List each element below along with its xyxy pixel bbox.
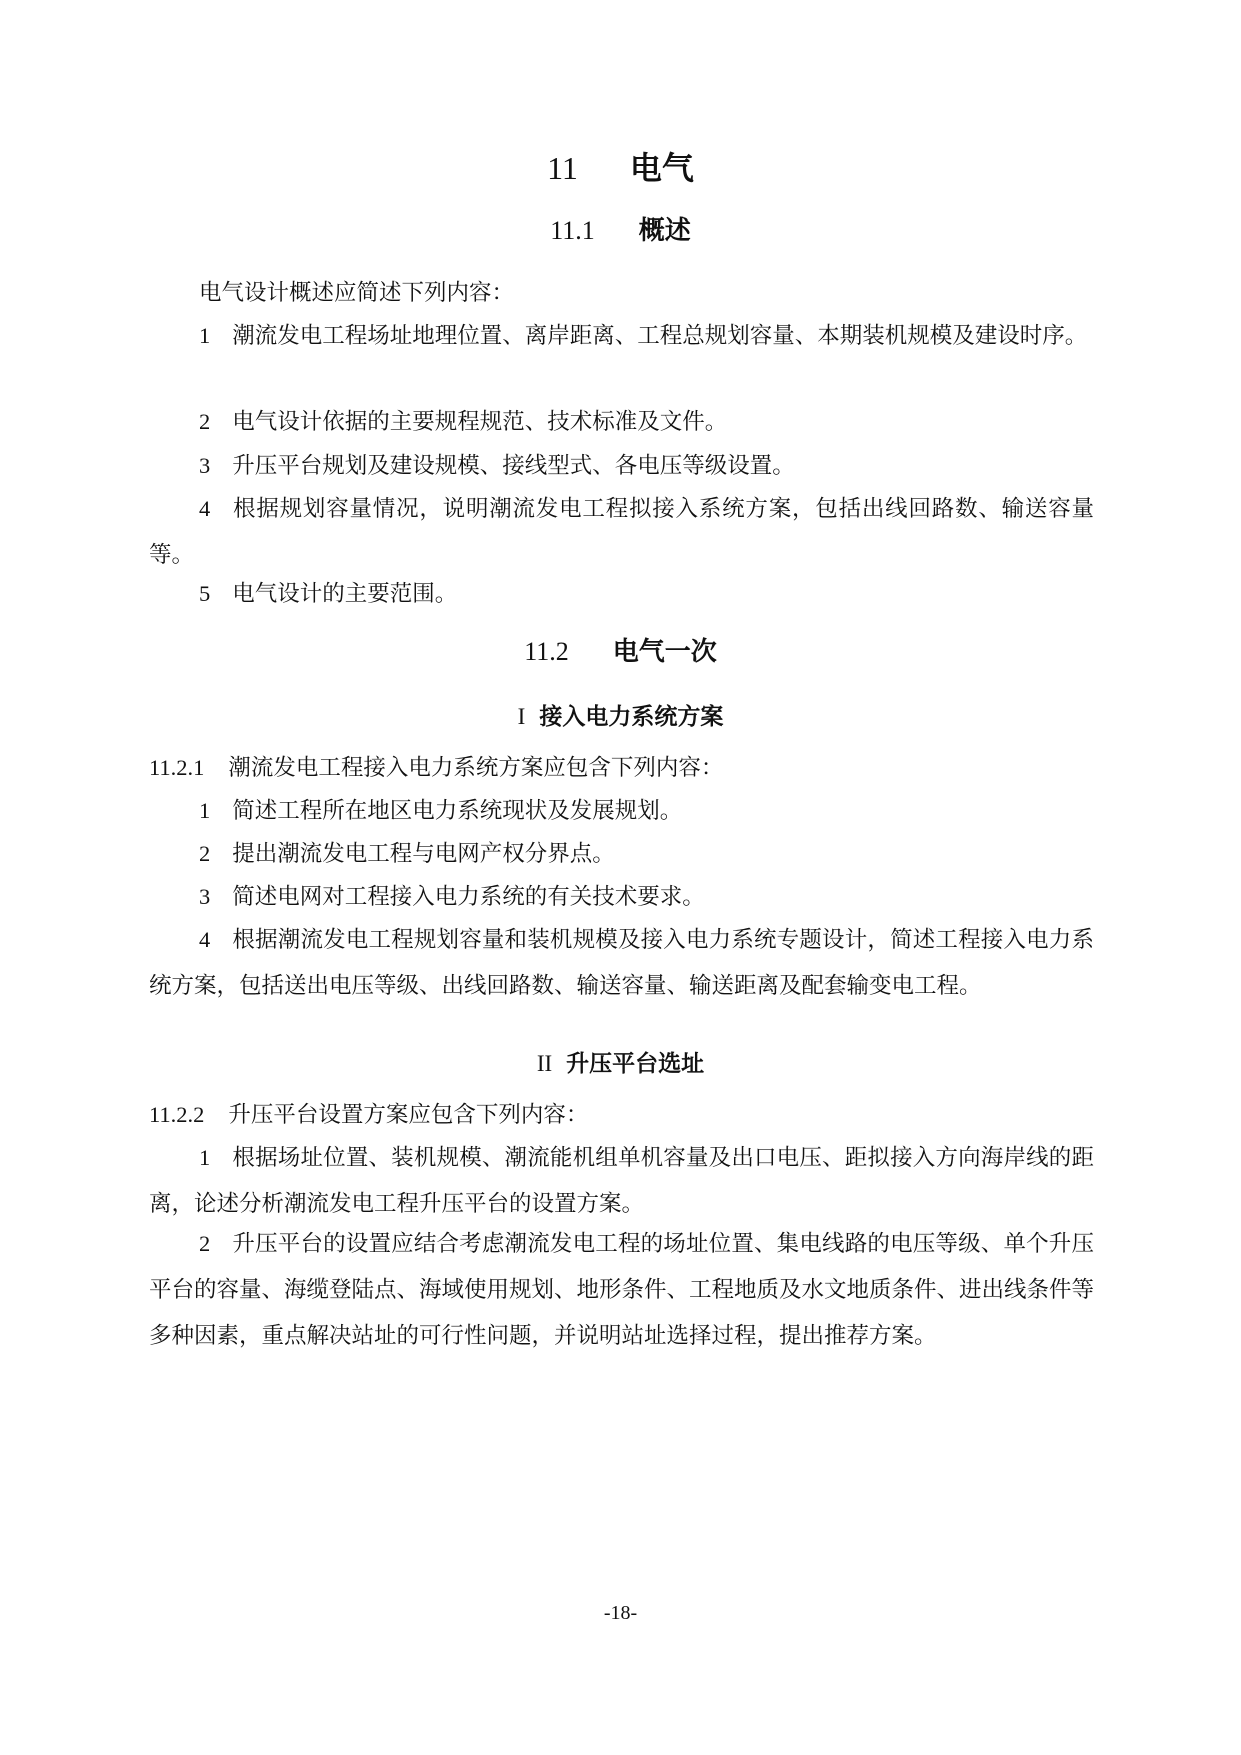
item-number: 3 <box>199 453 211 478</box>
item-number: 1 <box>199 323 211 348</box>
item-text: 提出潮流发电工程与电网产权分界点。 <box>232 841 615 867</box>
clause-number: 11.2.2 <box>149 1102 205 1127</box>
item-text: 电气设计依据的主要规程规范、技术标准及文件。 <box>232 409 728 435</box>
item-text: 根据规划容量情况，说明潮流发电工程拟接入系统方案，包括出线回路数、输送容量等。 <box>149 496 1094 568</box>
item-number: 4 <box>199 496 211 521</box>
item-number: 1 <box>199 1145 211 1170</box>
clause-text: 潮流发电工程接入电力系统方案应包含下列内容： <box>228 755 724 781</box>
list-item <box>149 486 1094 578</box>
section-title: 电气一次 <box>612 637 717 667</box>
item-text: 电气设计的主要范围。 <box>232 581 458 607</box>
item-text: 简述电网对工程接入电力系统的有关技术要求。 <box>232 884 705 910</box>
subsection-heading-ii <box>0 1048 1241 1080</box>
item-text: 升压平台规划及建设规模、接线型式、各电压等级设置。 <box>232 453 795 479</box>
list-item <box>149 1135 1094 1227</box>
item-number: 3 <box>199 884 211 909</box>
section-heading-11-1 <box>0 214 1241 248</box>
section-number: 11.1 <box>550 216 595 245</box>
list-item <box>149 399 1094 445</box>
item-number: 2 <box>199 1231 211 1256</box>
item-text: 简述工程所在地区电力系统现状及发展规划。 <box>232 798 683 824</box>
section-intro: 电气设计概述应简述下列内容： <box>199 280 515 306</box>
item-number: 5 <box>199 581 211 606</box>
subsection-roman: I <box>517 704 526 729</box>
chapter-title-text: 电气 <box>629 149 694 187</box>
list-item <box>149 874 1094 920</box>
item-text: 根据潮流发电工程规划容量和装机规模及接入电力系统专题设计，简述工程接入电力系统方案，包括送出电压等级、出线回路数、输送容量、输送距离及配套输变电工程。 <box>149 927 1094 999</box>
clause-text: 升压平台设置方案应包含下列内容： <box>228 1102 589 1128</box>
clause-11-2-2 <box>149 1092 1094 1138</box>
item-number: 2 <box>199 841 211 866</box>
list-item <box>149 313 1094 359</box>
section-heading-11-2 <box>0 635 1241 669</box>
list-item <box>149 831 1094 877</box>
clause-number: 11.2.1 <box>149 755 205 780</box>
item-text: 潮流发电工程场址地理位置、离岸距离、工程总规划容量、本期装机规模及建设时序。 <box>232 323 1088 349</box>
section-number: 11.2 <box>524 637 569 666</box>
clause-11-2-1 <box>149 745 1094 791</box>
list-item <box>149 443 1094 489</box>
list-item <box>149 571 1094 617</box>
item-number: 4 <box>199 927 211 952</box>
item-text: 根据场址位置、装机规模、潮流能机组单机容量及出口电压、距拟接入方向海岸线的距离，论述分析潮流发电工程升压平台的设置方案。 <box>149 1145 1094 1217</box>
page-number: -18- <box>603 1602 638 1624</box>
list-item <box>149 788 1094 834</box>
chapter-title <box>0 148 1241 188</box>
subsection-title: 接入电力系统方案 <box>539 703 724 730</box>
chapter-number: 11 <box>547 150 578 186</box>
subsection-title: 升压平台选址 <box>566 1050 705 1077</box>
item-text: 升压平台的设置应结合考虑潮流发电工程的场址位置、集电线路的电压等级、单个升压平台的容量、海缆登陆点、海域使用规划、地形条件、工程地质及水文地质条件、进出线条件等多种因素，重点解决站址的可行性问题，并说明站址选择过程，提出推荐方案。 <box>149 1231 1095 1349</box>
item-number: 2 <box>199 409 211 434</box>
list-item <box>149 1221 1094 1359</box>
list-item <box>149 917 1094 1009</box>
subsection-roman: II <box>536 1051 553 1076</box>
item-number: 1 <box>199 798 211 823</box>
section-title: 概述 <box>638 216 691 246</box>
subsection-heading-i <box>0 701 1241 733</box>
